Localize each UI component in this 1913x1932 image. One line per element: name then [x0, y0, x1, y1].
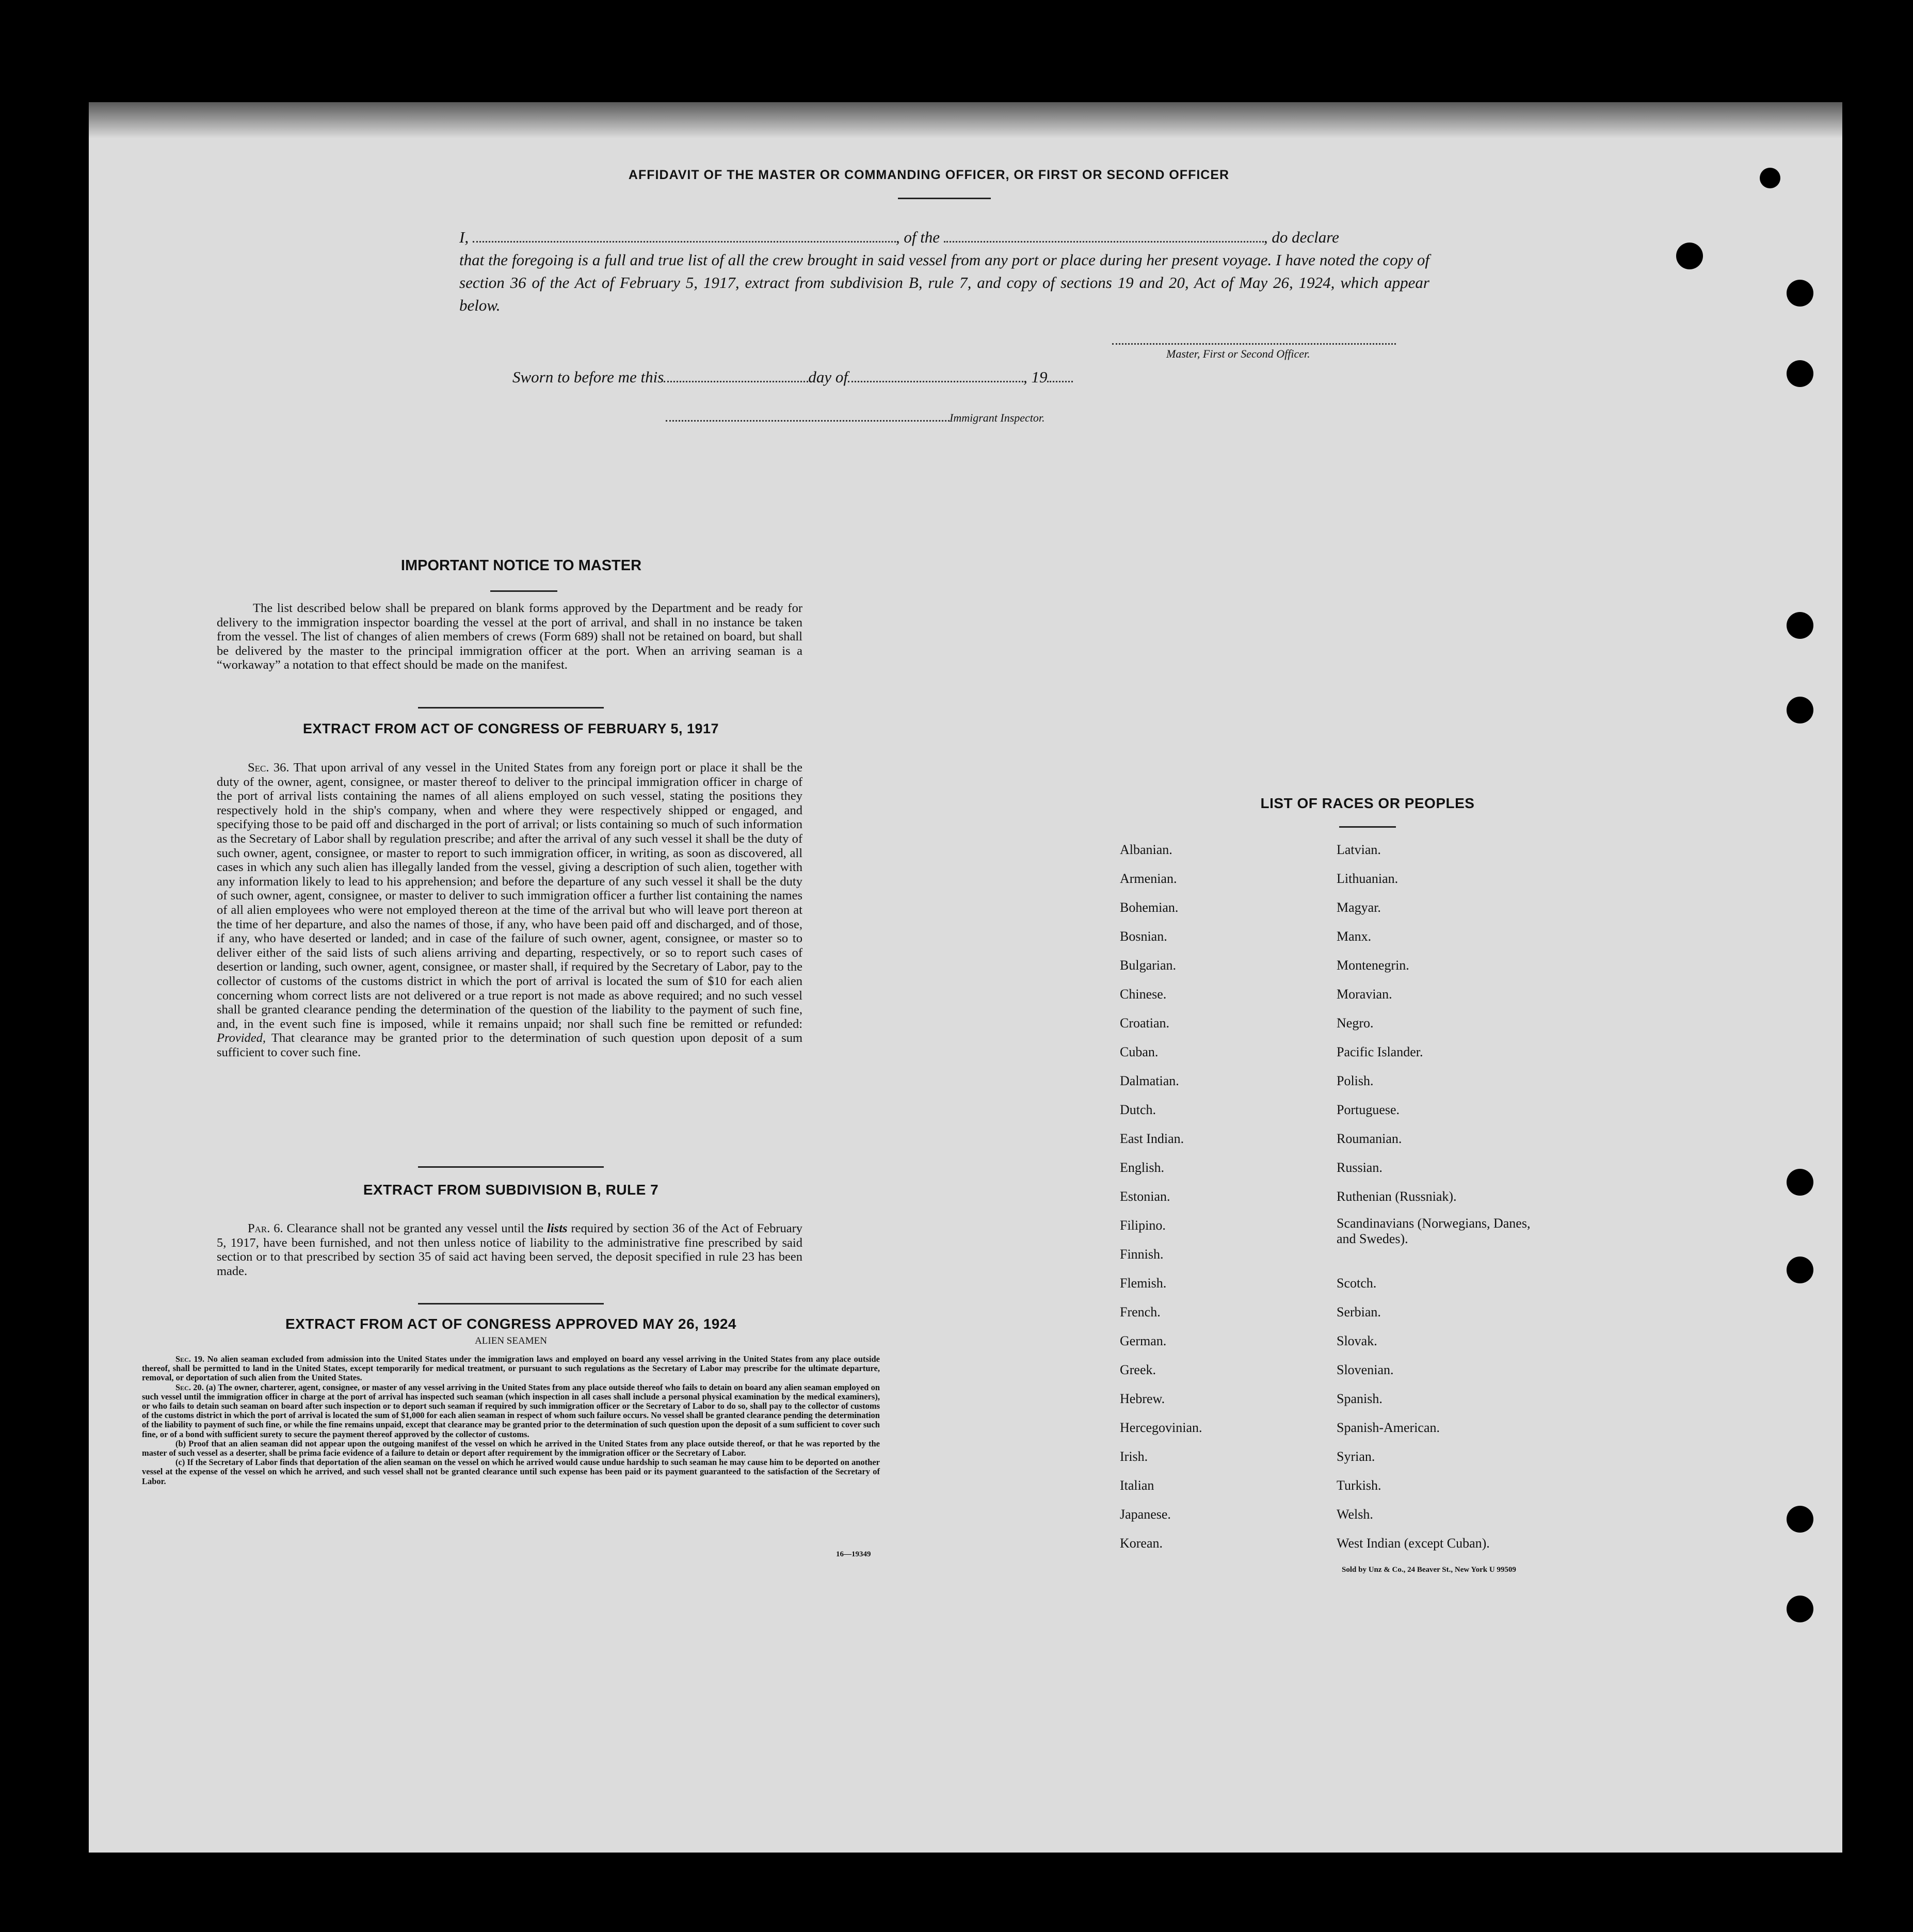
day-of-label: day of — [808, 368, 848, 386]
race-right-item: Welsh. — [1337, 1507, 1373, 1522]
year-prefix-label: , 19 — [1023, 368, 1048, 386]
race-right-item: Montenegrin. — [1337, 958, 1409, 973]
divider — [1339, 826, 1396, 828]
affidavit-declare-label: , do declare — [1263, 228, 1339, 246]
race-left-item: Korean. — [1120, 1536, 1163, 1551]
punch-hole — [1787, 1257, 1813, 1283]
race-right-item: Spanish. — [1337, 1391, 1382, 1406]
form-number: 16—19349 — [836, 1550, 871, 1558]
sworn-month-field[interactable] — [848, 376, 1023, 382]
race-left-item: French. — [1120, 1305, 1161, 1319]
lists-emphasis: lists — [547, 1221, 568, 1235]
divider — [898, 198, 991, 199]
race-right-item: Lithuanian. — [1337, 871, 1398, 886]
race-left-item: Albanian. — [1120, 842, 1172, 857]
extract-rule7-title: EXTRACT FROM SUBDIVISION B, RULE 7 — [363, 1182, 659, 1198]
inspector-line — [666, 411, 1045, 425]
master-name-field[interactable] — [473, 236, 896, 243]
race-right-item: Spanish-American. — [1337, 1420, 1440, 1435]
sworn-label: Sworn to before me this — [512, 368, 664, 386]
punch-hole — [1787, 1596, 1813, 1622]
section-20c-body: (c) If the Secretary of Labor finds that deportation of the alien seaman on the vessel on which he arrived would cause undue hardship to such seaman he may cause him to be deported on another vessel at the expense of the vessel on which he arrived, and such vessel shall not be granted clearance until such expense has been paid or its payment guaranteed to the satisfaction of the Secretary of Labor. — [142, 1457, 880, 1486]
extract-1917-title: EXTRACT FROM ACT OF CONGRESS OF FEBRUARY 5, 1917 — [302, 721, 719, 736]
section-20b-body: (b) Proof that an alien seaman did not appear upon the outgoing manifest of the vessel on which he arrived in the United States from any place outside thereof, or that he was reported by the master of such vessel as a deserter, shall be prima facie evidence of a failure to detain or deport after requirement by the immigration officer or the Secretary of Labor. — [142, 1438, 880, 1458]
punch-hole — [1787, 1169, 1813, 1196]
punch-hole — [1760, 168, 1780, 188]
race-left-item: Estonian. — [1120, 1189, 1170, 1204]
races-title: LIST OF RACES OR PEOPLES — [1260, 795, 1475, 811]
sworn-year-field[interactable] — [1047, 376, 1073, 382]
race-right-item: Turkish. — [1337, 1478, 1381, 1493]
notice-body: The list described below shall be prepared on blank forms approved by the Department and be ready for delivery to the immigration inspector boarding the vessel at the port of arrival, and shall in no instance be taken from the vessel. The list of changes of alien members of crews (Form 689) shall not be retained on board, but shall be delivered by the master to the principal immigration officer at the port. When an arriving seaman is a “workaway” a notation to that effect should be made on the manifest. — [217, 601, 802, 672]
race-right-item: Slovak. — [1337, 1333, 1377, 1348]
notice-title: IMPORTANT NOTICE TO MASTER — [400, 557, 642, 574]
section-36-text — [217, 761, 802, 1059]
punch-hole — [1787, 1506, 1813, 1533]
race-right-item: Latvian. — [1337, 842, 1381, 857]
race-right-item: Magyar. — [1337, 900, 1381, 915]
race-right-item: Scandinavians (Norwegians, Danes, and Swedes). — [1337, 1216, 1531, 1246]
printer-imprint: Sold by Unz & Co., 24 Beaver St., New York U 99509 — [1342, 1566, 1516, 1574]
race-left-item: Italian — [1120, 1478, 1154, 1493]
sworn-day-field[interactable] — [664, 376, 808, 382]
section-19-label: Sec. 19. — [175, 1354, 205, 1364]
race-left-item: Croatian. — [1120, 1016, 1170, 1031]
race-left-item: Chinese. — [1120, 987, 1167, 1002]
race-right-item: Moravian. — [1337, 987, 1392, 1002]
race-right-item: Russian. — [1337, 1160, 1382, 1175]
alien-seamen-subtitle: ALIEN SEAMEN — [475, 1335, 547, 1346]
race-right-item: Negro. — [1337, 1016, 1374, 1031]
race-right-item: Serbian. — [1337, 1305, 1381, 1319]
race-left-item: Dutch. — [1120, 1102, 1156, 1117]
race-right-item: Manx. — [1337, 929, 1372, 944]
race-left-item: Bulgarian. — [1120, 958, 1177, 973]
sworn-line — [512, 368, 1073, 387]
proviso-body: That clearance may be granted prior to the determination of such question upon deposit of a sum sufficient to cover such fine. — [217, 1031, 803, 1059]
race-left-item: Cuban. — [1120, 1044, 1159, 1059]
divider — [418, 707, 604, 709]
paragraph-6-body-start: Clearance shall not be granted any vessel until the — [286, 1221, 544, 1235]
race-right-item: West Indian (except Cuban). — [1337, 1536, 1490, 1551]
inspector-signature-field[interactable] — [666, 415, 950, 422]
section-19-body: No alien seaman excluded from admission into the United States under the immigration laws and employed on board any vessel arriving in the United States from any place outside thereof, shall be permitted to land in the United States, except temporarily for medical treatment, or pursuant to such regulations as the Secretary of Labor may prescribe for the ultimate departure, removal, or deportation of such alien from the United States. — [142, 1354, 880, 1383]
race-right-item: Roumanian. — [1337, 1131, 1402, 1146]
affidavit-declaration — [459, 226, 1429, 317]
race-right-item: Polish. — [1337, 1073, 1374, 1088]
race-left-item: Bohemian. — [1120, 900, 1179, 915]
race-left-item: Flemish. — [1120, 1276, 1167, 1291]
sections-1924-text — [142, 1355, 880, 1486]
section-36-label: Sec. 36. — [248, 761, 290, 775]
race-left-item: Bosnian. — [1120, 929, 1167, 944]
divider — [490, 590, 557, 592]
section-36-body: That upon arrival of any vessel in the United States from any foreign port or place it shall be the duty of the owner, agent, consignee, or master thereof to deliver to the principal immigration officer in charge of the port of arrival lists containing the names of all aliens employed on such vessel, stating the positions they respectively hold in the ship's company, when and where they were respectively shipped or engaged, and specifying those to be paid off and discharged in the port of arrival; or lists containing so much of such information as the Secretary of Labor shall by regulation prescribe; and after the arrival of any such vessel it shall be the duty of such owner, agent, consignee, or master to report to such immigration officer, in writing, as soon as discovered, all cases in which any such alien has illegally landed from the vessel, giving a description of such alien, together with any information likely to lead to his apprehension; and before the departure of any such vessel it shall be the duty of such owner, agent, consignee, or master to deliver to such immigration officer a further list containing the names of all alien employees who were not employed thereon at the time of the arrival but who will leave port thereon at the time of her departure, and also the names of those, if any, who have been paid off and discharged, and of those, if any, who have deserted or landed; and in case of the failure of such owner, agent, consignee, or master so to deliver either of the said lists of such aliens arriving and departing, respectively, or so to report such cases of desertion or landing, such owner, agent, consignee, or master shall, if required by the Secretary of Labor, pay to the collector of customs of the customs district in which the port of arrival is located the sum of $10 for each alien concerning whom correct lists are not delivered or a true report is not made as above required; and no such vessel shall be granted clearance pending the determination of the question of the liability to the payment of such fine, and, in the event such fine is imposed, while it remains unpaid; nor shall such fine be remitted or refunded: — [217, 761, 802, 1031]
proviso-label: Provided, — [217, 1031, 266, 1045]
race-left-item: German. — [1120, 1333, 1167, 1348]
race-right-item: Syrian. — [1337, 1449, 1375, 1464]
race-left-item: Hebrew. — [1120, 1391, 1165, 1406]
race-left-item: East Indian. — [1120, 1131, 1184, 1146]
race-left-item: Hercegovinian. — [1120, 1420, 1202, 1435]
race-left-item: Irish. — [1120, 1449, 1148, 1464]
punch-hole — [1787, 612, 1813, 639]
paragraph-6-label: Par. 6. — [248, 1221, 283, 1235]
affidavit-i-label: I, — [459, 228, 469, 246]
paragraph-6-body-end: required by section 36 of the Act of February 5, 1917, have been furnished, and not then unless notice of liability to the administrative fine prescribed by said section or to that prescribed by section 35 of said act having been served, the deposit specified in rule 23 has been made. — [217, 1221, 803, 1278]
affidavit-of-label: , of the — [895, 228, 940, 246]
punch-hole — [1787, 360, 1813, 387]
race-left-item: Filipino. — [1120, 1218, 1166, 1233]
paragraph-6-text — [217, 1221, 802, 1278]
race-right-item: Ruthenian (Russniak). — [1337, 1189, 1457, 1204]
race-right-item: Slovenian. — [1337, 1362, 1394, 1377]
race-left-item: Japanese. — [1120, 1507, 1171, 1522]
inspector-label: Immigrant Inspector. — [950, 411, 1045, 424]
race-left-item: Armenian. — [1120, 871, 1177, 886]
master-signature-label: Master, First or Second Officer. — [1166, 347, 1310, 360]
race-right-item: Pacific Islander. — [1337, 1044, 1423, 1059]
section-20-label: Sec. 20. — [175, 1382, 204, 1392]
punch-hole — [1676, 243, 1703, 269]
race-left-item: Dalmatian. — [1120, 1073, 1179, 1088]
punch-hole — [1787, 280, 1813, 307]
extract-1924-title: EXTRACT FROM ACT OF CONGRESS APPROVED MAY 26, 1924 — [285, 1316, 736, 1332]
race-left-item: English. — [1120, 1160, 1164, 1175]
vessel-name-field[interactable] — [944, 236, 1264, 243]
race-left-item: Finnish. — [1120, 1247, 1164, 1262]
affidavit-body: that the foregoing is a full and true list of all the crew brought in said vessel from any port or place during her present voyage. I have noted the copy of section 36 of the Act of February 5, 1917, extract from subdivision B, rule 7, and copy of sections 19 and 20, Act of May 26, 1924, which appear below. — [459, 251, 1429, 314]
divider — [418, 1166, 604, 1168]
race-right-item: Portuguese. — [1337, 1102, 1400, 1117]
race-right-item: Scotch. — [1337, 1276, 1377, 1291]
scan-edge-shadow — [89, 102, 1842, 138]
master-signature-field[interactable] — [1112, 338, 1396, 345]
divider — [418, 1303, 604, 1305]
race-left-item: Greek. — [1120, 1362, 1156, 1377]
section-20a-body: (a) The owner, charterer, agent, consignee, or master of any vessel arriving in the United States from any place outside thereof who fails to detain on board any alien seaman employed on such vessel until the immigration officer in charge at the port of arrival has inspected such seaman (which inspection in all cases shall include a personal physical examination by the medical examiners), or who fails to detain such seaman on board after such inspection or to deport such seaman if required by such immigration officer or the Secretary of Labor to do so, shall pay to the collector of customs of the customs district in which the port of arrival is located the sum of $1,000 for each alien seaman in respect of whom such failure occurs. No vessel shall be granted clearance pending the determination of the liability to payment of such fine, or while the fine remains unpaid, except that clearance may be granted prior to the determination of such question upon the deposit of a sum sufficient to cover such fine, or of a bond with sufficient surety to secure the payment thereof approved by the collector of customs. — [142, 1382, 880, 1439]
affidavit-title: AFFIDAVIT OF THE MASTER OR COMMANDING OFFICER, OR FIRST OR SECOND OFFICER — [628, 168, 1230, 182]
punch-hole — [1787, 697, 1813, 723]
